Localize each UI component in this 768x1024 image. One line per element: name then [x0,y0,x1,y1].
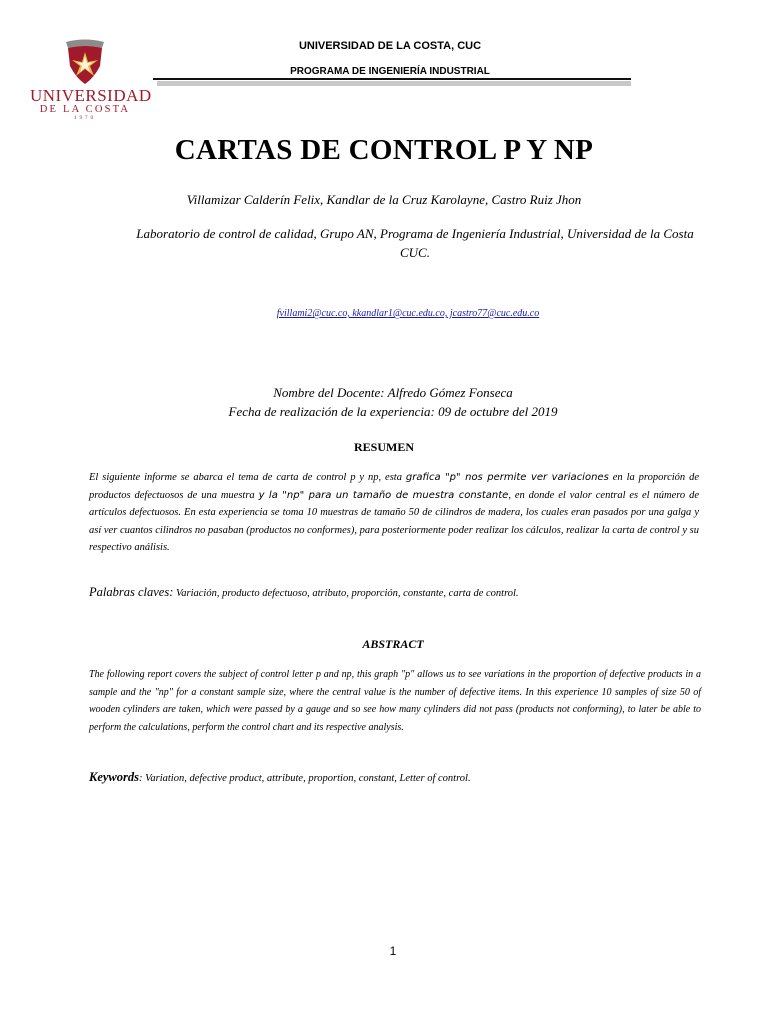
university-logo [30,38,152,124]
keywords-label: Keywords [89,770,139,784]
experiment-date: Fecha de realización de la experiencia: 09 de octubre del 2019 [228,404,558,419]
document-title: CARTAS DE CONTROL P Y NP [174,134,594,166]
resumen-heading: RESUMEN [353,440,414,454]
palabras-claves [89,585,709,600]
palabras-claves-label: Palabras claves: [89,585,174,599]
abstract-paragraph: The following report covers the subject of control letter p and np, this graph "p" allows us to see variations in the proportion of defective products in a sample and the "np" for a constant sample size, where the central value is the number of defective items. In this experience 10 samples of size 50 of wooden cylinders are taken, which were passed by a gauge and so see how many cylinders did not pass (products not conforming), to later be able to perform the calculations, perform the control chart and its respective analysis. [89,669,701,733]
keywords [89,770,709,785]
header-rule [153,78,631,80]
header-rule-shadow [157,81,631,86]
header-program: PROGRAMA DE INGENIERÍA INDUSTRIAL [290,66,490,77]
resumen-text-3: , en donde el valor central es el número de artículos defectuosos. En esta experiencia se toma 10 muestras de tamaño 50 de cilindros de madera, los cuales eran pasados por una galga y así ver cuantos cilindros no pasaban (productos no conformes), para posteriormente poder realizar los cálculos, realizar la carta de control y su respectivo análisis. [89,489,699,553]
university-shield-icon [30,38,140,88]
resumen-text-1: El siguiente informe se abarca el tema de carta de control p y np, esta [89,472,406,483]
authors: Villamizar Calderín Felix, Kandlar de la Cruz Karolayne, Castro Ruiz Jhon [186,192,582,207]
logo-university-text: UNIVERSIDAD [30,86,152,105]
teacher-name: Nombre del Docente: Alfredo Gómez Fonseca [273,385,513,400]
logo-dela-costa-text: DE LA COSTA [39,104,131,115]
author-emails-link[interactable]: fvillami2@cuc.co, kkandlar1@cuc.edu.co, jcastro77@cuc.edu.co [276,308,540,319]
keywords-text: : Variation, defective product, attribute, proportion, constant, Letter of control. [139,773,471,784]
affiliation: Laboratorio de control de calidad, Grupo AN, Programa de Ingeniería Industrial, Universidad de la Costa CUC. [136,226,694,260]
resumen-paragraph [89,469,699,557]
logo-year-text: 1970 [74,116,96,121]
header-university: UNIVERSIDAD DE LA COSTA, CUC [298,40,482,52]
palabras-claves-text: Variación, producto defectuoso, atributo, proporción, constante, carta de control. [173,588,519,599]
resumen-text-2: en la proporción de productos defectuosos de una muestra [89,472,699,501]
resumen-highlight-2: y la "np" para un tamaño de muestra constante [258,489,509,501]
page-number: 1 [389,944,397,958]
abstract-heading: ABSTRACT [362,637,424,651]
resumen-highlight-1: grafica "p" nos permite ver variaciones [405,472,609,483]
